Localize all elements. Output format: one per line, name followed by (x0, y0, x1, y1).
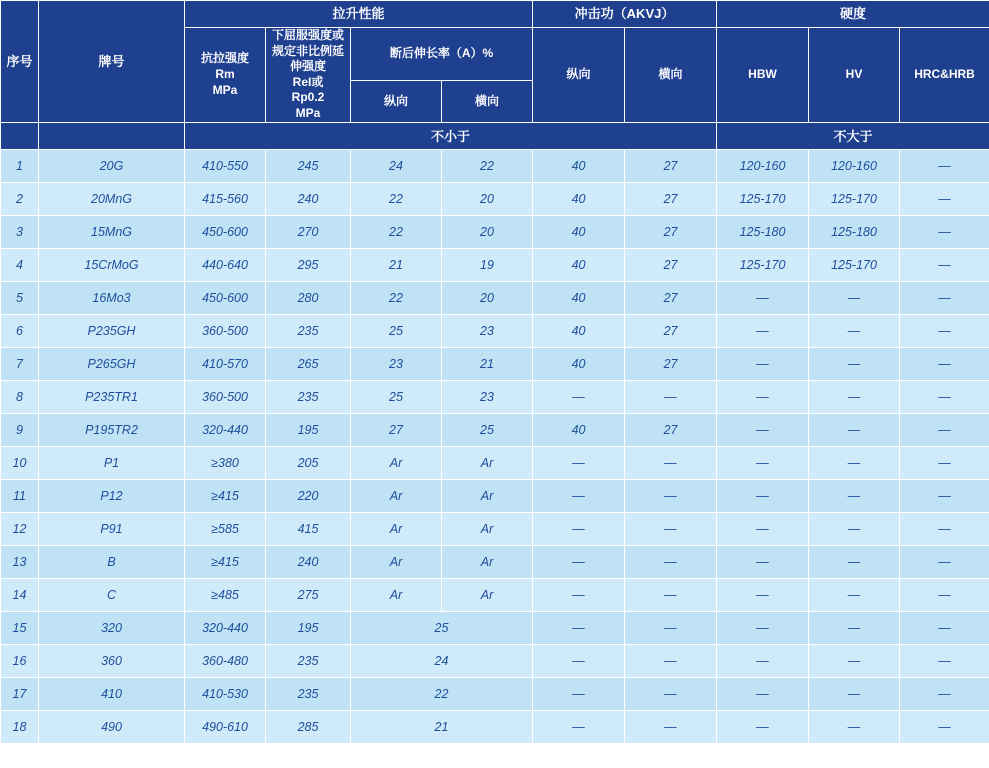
cell-hrc-hrb: — (900, 149, 989, 182)
header-grade: 牌号 (39, 1, 185, 123)
cell-hv: — (809, 611, 900, 644)
table-row (1, 710, 989, 743)
cell-tensile-strength: 360-500 (185, 314, 266, 347)
header-hv: HV (809, 28, 900, 123)
cell-elongation-transverse: Ar (442, 545, 533, 578)
header-rm-line1: 抗拉强度 (200, 51, 249, 66)
cell-tensile-strength: 440-640 (185, 248, 266, 281)
cell-index: 18 (1, 710, 39, 743)
cell-impact-longitudinal: 40 (533, 314, 625, 347)
cell-grade: 490 (39, 710, 185, 743)
cell-index: 5 (1, 281, 39, 314)
cell-hv: — (809, 512, 900, 545)
cell-tensile-strength: ≥415 (185, 479, 266, 512)
cell-hbw: — (717, 446, 809, 479)
cell-grade: 20MnG (39, 182, 185, 215)
cell-tensile-strength: 415-560 (185, 182, 266, 215)
cell-grade: P265GH (39, 347, 185, 380)
cell-yield-strength: 245 (266, 149, 351, 182)
cell-hrc-hrb: — (900, 314, 989, 347)
cell-tensile-strength: 360-480 (185, 644, 266, 677)
table-header (1, 1, 989, 150)
table-row (1, 611, 989, 644)
cell-yield-strength: 240 (266, 545, 351, 578)
cell-hbw: — (717, 512, 809, 545)
cell-hrc-hrb: — (900, 182, 989, 215)
cell-hbw: 125-170 (717, 248, 809, 281)
cell-hv: — (809, 479, 900, 512)
cell-hv: 125-170 (809, 182, 900, 215)
cell-index: 16 (1, 644, 39, 677)
cell-grade: 320 (39, 611, 185, 644)
cell-elongation-longitudinal: 25 (351, 380, 442, 413)
cell-grade: B (39, 545, 185, 578)
cell-tensile-strength: 450-600 (185, 215, 266, 248)
cell-tensile-strength: 410-550 (185, 149, 266, 182)
cell-impact-transverse: — (625, 479, 717, 512)
cell-impact-longitudinal: — (533, 644, 625, 677)
cell-hrc-hrb: — (900, 578, 989, 611)
cell-hv: — (809, 644, 900, 677)
cell-elongation-transverse: 21 (442, 347, 533, 380)
cell-grade: 20G (39, 149, 185, 182)
cell-tensile-strength: ≥415 (185, 545, 266, 578)
cell-hv: — (809, 710, 900, 743)
cell-hbw: — (717, 314, 809, 347)
cell-impact-longitudinal: — (533, 545, 625, 578)
cell-elongation-transverse: 20 (442, 281, 533, 314)
table-body (1, 149, 989, 743)
cell-elongation-merged: 25 (351, 611, 533, 644)
cell-yield-strength: 285 (266, 710, 351, 743)
table-row (1, 215, 989, 248)
cell-hrc-hrb: — (900, 380, 989, 413)
cell-hrc-hrb: — (900, 347, 989, 380)
header-impact-longitudinal: 纵向 (533, 28, 625, 123)
cell-hv: 120-160 (809, 149, 900, 182)
header-rel-line1: 下屈服强度或 (271, 28, 344, 42)
cell-grade: P235TR1 (39, 380, 185, 413)
cell-impact-transverse: 27 (625, 215, 717, 248)
cell-elongation-longitudinal: Ar (351, 446, 442, 479)
header-group-tensile: 拉升性能 (185, 1, 533, 28)
cell-hbw: — (717, 611, 809, 644)
cell-elongation-longitudinal: 22 (351, 182, 442, 215)
cell-index: 17 (1, 677, 39, 710)
cell-hrc-hrb: — (900, 611, 989, 644)
cell-hrc-hrb: — (900, 644, 989, 677)
header-group-row (1, 1, 989, 28)
cell-yield-strength: 270 (266, 215, 351, 248)
cell-impact-transverse: 27 (625, 248, 717, 281)
cell-grade: 16Mo3 (39, 281, 185, 314)
cell-elongation-longitudinal: 22 (351, 215, 442, 248)
cell-impact-transverse: 27 (625, 413, 717, 446)
cell-hv: — (809, 545, 900, 578)
cell-grade: P1 (39, 446, 185, 479)
cell-yield-strength: 235 (266, 380, 351, 413)
cell-impact-longitudinal: 40 (533, 281, 625, 314)
cell-impact-transverse: 27 (625, 149, 717, 182)
cell-grade: 410 (39, 677, 185, 710)
cell-tensile-strength: 320-440 (185, 611, 266, 644)
cell-tensile-strength: 320-440 (185, 413, 266, 446)
cell-yield-strength: 205 (266, 446, 351, 479)
cell-yield-strength: 220 (266, 479, 351, 512)
cell-yield-strength: 265 (266, 347, 351, 380)
cell-index: 7 (1, 347, 39, 380)
cell-hbw: — (717, 347, 809, 380)
table-row (1, 677, 989, 710)
cell-hrc-hrb: — (900, 545, 989, 578)
cell-index: 6 (1, 314, 39, 347)
cell-impact-transverse: — (625, 380, 717, 413)
cell-impact-transverse: — (625, 644, 717, 677)
cell-impact-transverse: 27 (625, 347, 717, 380)
cell-elongation-longitudinal: Ar (351, 479, 442, 512)
limit-row (1, 122, 989, 149)
cell-yield-strength: 295 (266, 248, 351, 281)
cell-impact-transverse: — (625, 545, 717, 578)
cell-hrc-hrb: — (900, 446, 989, 479)
cell-hbw: — (717, 281, 809, 314)
cell-impact-longitudinal: 40 (533, 248, 625, 281)
cell-hrc-hrb: — (900, 512, 989, 545)
cell-elongation-merged: 22 (351, 677, 533, 710)
header-impact-transverse: 横向 (625, 28, 717, 123)
cell-hrc-hrb: — (900, 710, 989, 743)
cell-elongation-longitudinal: Ar (351, 578, 442, 611)
cell-index: 2 (1, 182, 39, 215)
cell-impact-transverse: — (625, 578, 717, 611)
cell-tensile-strength: 410-530 (185, 677, 266, 710)
header-rel-line4: ReI或 (292, 74, 324, 89)
cell-hv: — (809, 578, 900, 611)
table-row (1, 149, 989, 182)
header-hbw: HBW (717, 28, 809, 123)
cell-hbw: — (717, 644, 809, 677)
header-rm-line2: Rm (215, 66, 235, 81)
cell-tensile-strength: 360-500 (185, 380, 266, 413)
table-row (1, 248, 989, 281)
cell-yield-strength: 195 (266, 413, 351, 446)
cell-impact-longitudinal: 40 (533, 347, 625, 380)
cell-impact-longitudinal: — (533, 512, 625, 545)
cell-hbw: 125-180 (717, 215, 809, 248)
cell-impact-longitudinal: 40 (533, 149, 625, 182)
cell-hbw: — (717, 413, 809, 446)
cell-impact-longitudinal: — (533, 677, 625, 710)
cell-elongation-merged: 21 (351, 710, 533, 743)
cell-elongation-longitudinal: Ar (351, 512, 442, 545)
cell-elongation-transverse: Ar (442, 446, 533, 479)
cell-hrc-hrb: — (900, 479, 989, 512)
cell-impact-longitudinal: — (533, 578, 625, 611)
cell-grade: P91 (39, 512, 185, 545)
cell-impact-transverse: 27 (625, 281, 717, 314)
header-group-impact: 冲击功（AKVJ） (533, 1, 717, 28)
cell-elongation-transverse: 25 (442, 413, 533, 446)
table-row (1, 182, 989, 215)
header-elongation: 断后伸长率（A）% (351, 28, 533, 81)
table-row (1, 281, 989, 314)
cell-hrc-hrb: — (900, 281, 989, 314)
cell-impact-transverse: 27 (625, 314, 717, 347)
cell-impact-longitudinal: — (533, 380, 625, 413)
cell-impact-longitudinal: — (533, 710, 625, 743)
cell-hv: — (809, 413, 900, 446)
cell-impact-longitudinal: 40 (533, 215, 625, 248)
header-rm (185, 28, 266, 123)
cell-index: 3 (1, 215, 39, 248)
cell-yield-strength: 235 (266, 677, 351, 710)
cell-hv: 125-180 (809, 215, 900, 248)
cell-impact-transverse: — (625, 710, 717, 743)
cell-yield-strength: 195 (266, 611, 351, 644)
header-index: 序号 (1, 1, 39, 123)
limit-blank-grade (39, 122, 185, 149)
cell-hv: — (809, 677, 900, 710)
cell-impact-transverse: — (625, 446, 717, 479)
cell-elongation-merged: 24 (351, 644, 533, 677)
cell-hv: — (809, 347, 900, 380)
cell-index: 15 (1, 611, 39, 644)
cell-elongation-transverse: 20 (442, 215, 533, 248)
table-row (1, 578, 989, 611)
cell-index: 12 (1, 512, 39, 545)
cell-hbw: — (717, 677, 809, 710)
cell-impact-transverse: — (625, 512, 717, 545)
cell-tensile-strength: 410-570 (185, 347, 266, 380)
cell-hrc-hrb: — (900, 215, 989, 248)
cell-elongation-longitudinal: 27 (351, 413, 442, 446)
cell-yield-strength: 235 (266, 314, 351, 347)
cell-elongation-longitudinal: 21 (351, 248, 442, 281)
cell-grade: P195TR2 (39, 413, 185, 446)
cell-impact-transverse: 27 (625, 182, 717, 215)
cell-grade: 15CrMoG (39, 248, 185, 281)
cell-index: 8 (1, 380, 39, 413)
cell-hv: — (809, 314, 900, 347)
cell-hbw: 125-170 (717, 182, 809, 215)
cell-grade: C (39, 578, 185, 611)
limit-not-less-than: 不小于 (185, 122, 717, 149)
cell-hbw: — (717, 380, 809, 413)
table-row (1, 347, 989, 380)
table-row (1, 479, 989, 512)
cell-elongation-longitudinal: 23 (351, 347, 442, 380)
cell-impact-longitudinal: — (533, 446, 625, 479)
cell-tensile-strength: ≥380 (185, 446, 266, 479)
cell-elongation-longitudinal: 25 (351, 314, 442, 347)
cell-hbw: — (717, 578, 809, 611)
cell-grade: P12 (39, 479, 185, 512)
cell-hv: — (809, 380, 900, 413)
cell-hbw: — (717, 710, 809, 743)
cell-hbw: — (717, 545, 809, 578)
cell-elongation-transverse: Ar (442, 479, 533, 512)
cell-hbw: 120-160 (717, 149, 809, 182)
limit-not-greater-than: 不大于 (717, 122, 989, 149)
header-rel-line2: 规定非比例延 (271, 43, 344, 58)
table-row (1, 545, 989, 578)
cell-tensile-strength: ≥485 (185, 578, 266, 611)
cell-grade: P235GH (39, 314, 185, 347)
cell-impact-longitudinal: 40 (533, 182, 625, 215)
cell-elongation-transverse: Ar (442, 578, 533, 611)
table-row (1, 644, 989, 677)
cell-index: 1 (1, 149, 39, 182)
header-hrc-hrb: HRC&HRB (900, 28, 989, 123)
cell-yield-strength: 235 (266, 644, 351, 677)
cell-grade: 15MnG (39, 215, 185, 248)
header-rel-line6: MPa (295, 105, 321, 120)
cell-tensile-strength: 450-600 (185, 281, 266, 314)
cell-index: 9 (1, 413, 39, 446)
cell-elongation-longitudinal: 24 (351, 149, 442, 182)
cell-yield-strength: 415 (266, 512, 351, 545)
header-rm-line3: MPa (212, 82, 238, 97)
header-group-hardness: 硬度 (717, 1, 989, 28)
table-row (1, 380, 989, 413)
header-elongation-longitudinal: 纵向 (351, 81, 442, 122)
cell-hv: — (809, 446, 900, 479)
cell-elongation-transverse: 22 (442, 149, 533, 182)
cell-elongation-transverse: 23 (442, 314, 533, 347)
cell-elongation-transverse: Ar (442, 512, 533, 545)
header-elongation-transverse: 横向 (442, 81, 533, 122)
cell-elongation-transverse: 20 (442, 182, 533, 215)
cell-impact-transverse: — (625, 611, 717, 644)
cell-hv: 125-170 (809, 248, 900, 281)
cell-tensile-strength: ≥585 (185, 512, 266, 545)
cell-hrc-hrb: — (900, 677, 989, 710)
cell-hrc-hrb: — (900, 248, 989, 281)
cell-hbw: — (717, 479, 809, 512)
limit-blank-index (1, 122, 39, 149)
cell-elongation-transverse: 19 (442, 248, 533, 281)
cell-index: 10 (1, 446, 39, 479)
cell-impact-longitudinal: — (533, 479, 625, 512)
cell-elongation-longitudinal: 22 (351, 281, 442, 314)
cell-yield-strength: 280 (266, 281, 351, 314)
cell-hv: — (809, 281, 900, 314)
cell-index: 11 (1, 479, 39, 512)
cell-impact-longitudinal: — (533, 611, 625, 644)
cell-index: 14 (1, 578, 39, 611)
table-row (1, 446, 989, 479)
cell-impact-transverse: — (625, 677, 717, 710)
cell-tensile-strength: 490-610 (185, 710, 266, 743)
table-row (1, 512, 989, 545)
table-row (1, 314, 989, 347)
header-rel (266, 28, 351, 123)
cell-yield-strength: 240 (266, 182, 351, 215)
cell-index: 4 (1, 248, 39, 281)
table-row (1, 413, 989, 446)
cell-elongation-longitudinal: Ar (351, 545, 442, 578)
cell-elongation-transverse: 23 (442, 380, 533, 413)
cell-grade: 360 (39, 644, 185, 677)
cell-hrc-hrb: — (900, 413, 989, 446)
header-rel-line5: Rp0.2 (291, 90, 325, 105)
cell-yield-strength: 275 (266, 578, 351, 611)
cell-index: 13 (1, 545, 39, 578)
cell-impact-longitudinal: 40 (533, 413, 625, 446)
header-rel-line3: 伸强度 (289, 59, 326, 74)
